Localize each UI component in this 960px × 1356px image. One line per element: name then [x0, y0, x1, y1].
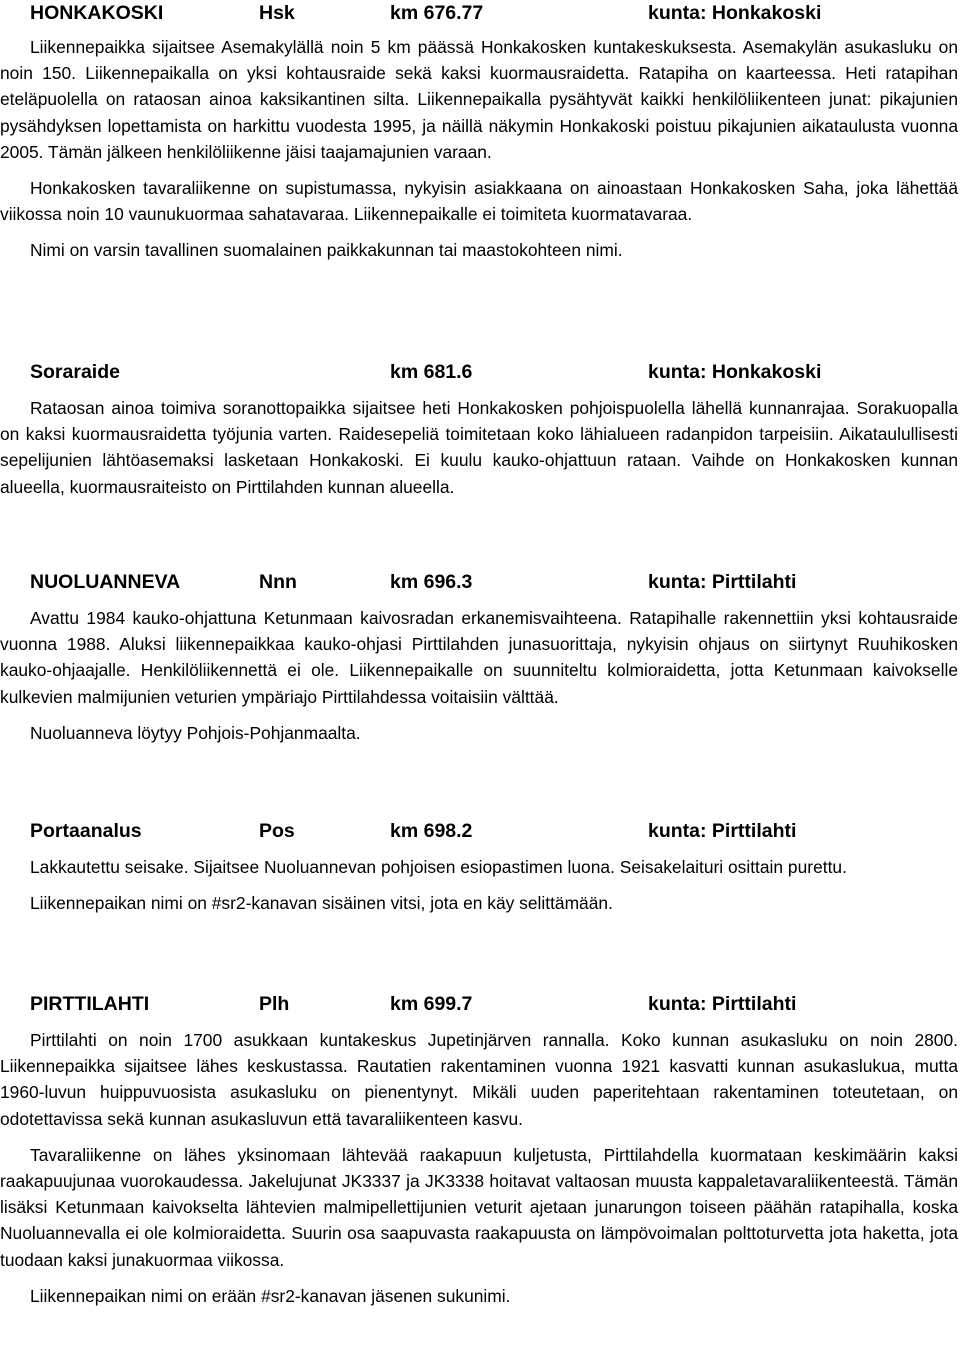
- station-name: Soraraide: [30, 361, 120, 383]
- station-km: km 676.77: [390, 2, 484, 24]
- station-name: HONKAKOSKI: [30, 2, 164, 24]
- entry-header: [30, 991, 958, 1017]
- paragraph: Lakkautettu seisake. Sijaitsee Nuoluannevan pohjoisen esiopastimen luona. Seisakelaituri osittain purettu.: [30, 857, 847, 877]
- station-municipality: kunta: Honkakoski: [648, 361, 822, 383]
- station-municipality: kunta: Honkakoski: [648, 2, 822, 24]
- paragraph: Pirttilahti on noin 1700 asukkaan kuntakeskus Jupetinjärven rannalla. Koko kunnan asukasluku on noin 2800. Liikennepaikka sijaitsee lähes keskustassa. Rautatien rakentaminen vuonna 1921 kasvatti kunnan asukaslukua, mutta 1960-luvun huippuvuosista asukasluku on pienentynyt. Mikäli uuden paperitehtaan rakentaminen toteutetaan, on odotettavissa sekä kunnan asukasluvun että tavaraliikenteen kasvu.: [0, 1030, 958, 1129]
- paragraph: Avattu 1984 kauko-ohjattuna Ketunmaan kaivosradan erkanemisvaihteena. Ratapihalle rakennettiin yksi kohtausraide vuonna 1988. Aluksi liikennepaikkaa kauko-ohjasi Pirttilahden junasuorittaja, nykyisin ohjaus on siirtynyt Ruuhikosken kauko-ohjaajalle. Henkilöliikennettä ei ole. Liikennepaikalle on suunniteltu kolmioraidetta, jotta Ketunmaan kaivokselle kulkevien malmijunien veturien ympäriajo Pirttilahdessa voitaisiin välttää.: [0, 608, 958, 707]
- paragraph: Liikennepaikan nimi on erään #sr2-kanavan jäsenen sukunimi.: [30, 1285, 511, 1306]
- entry-portaanalus: [30, 818, 958, 916]
- paragraph: Honkakosken tavaraliikenne on supistumassa, nykyisin asiakkaana on ainoastaan Honkakosken Saha, joka lähettää viikossa noin 10 vaunukuormaa sahatavaraa. Liikennepaikalle ei toimiteta kuormatavaraa.: [0, 178, 958, 225]
- station-abbreviation: Nnn: [259, 571, 297, 593]
- paragraph: Liikennepaikka sijaitsee Asemakylällä noin 5 km päässä Honkakosken kuntakeskuksesta. Asemakylän asukasluku on noin 150. Liikennepaikalla on yksi kohtausraide sekä kaksi kuormausraidetta. Ratapiha on kaarteessa. Heti ratapihan eteläpuolella on rataosan ainoa kaksikantinen silta. Liikennepaikalla pysähtyvät kaikki henkilöliikenteen junat: pikajunien pysähdyksen lopettamista on harkittu vuodesta 1995, ja näillä näkymin Honkakoski poistuu pikajunien aikataulusta vuonna 2005. Tämän jälkeen henkilöliikenne jäisi taajamajunien varaan.: [0, 37, 958, 162]
- entry-header: [30, 0, 958, 26]
- station-municipality: kunta: Pirttilahti: [648, 820, 797, 842]
- station-km: km 696.3: [390, 571, 473, 593]
- station-name: NUOLUANNEVA: [30, 571, 181, 593]
- entry-soraraide: [0, 359, 958, 500]
- station-name: Portaanalus: [30, 820, 142, 842]
- station-abbreviation: Hsk: [259, 2, 295, 24]
- paragraph: Nuoluanneva löytyy Pohjois-Pohjanmaalta.: [30, 722, 361, 743]
- station-municipality: kunta: Pirttilahti: [648, 571, 797, 593]
- entry-header: [30, 818, 958, 844]
- station-km: km 681.6: [390, 361, 473, 383]
- entry-header: [30, 569, 958, 595]
- station-name: PIRTTILAHTI: [30, 993, 150, 1015]
- station-municipality: kunta: Pirttilahti: [648, 993, 797, 1015]
- entry-honkakoski: [0, 0, 958, 264]
- paragraph: Nimi on varsin tavallinen suomalainen paikkakunnan tai maastokohteen nimi.: [30, 240, 623, 261]
- station-abbreviation: Plh: [259, 993, 290, 1015]
- station-km: km 699.7: [390, 993, 473, 1015]
- entry-pirttilahti: [0, 991, 958, 1309]
- entry-header: [30, 359, 958, 385]
- entry-nuoluanneva: [0, 569, 958, 746]
- paragraph: Liikennepaikan nimi on #sr2-kanavan sisäinen vitsi, jota en käy selittämään.: [30, 893, 613, 914]
- station-km: km 698.2: [390, 820, 473, 842]
- station-abbreviation: Pos: [259, 820, 295, 842]
- paragraph: Tavaraliikenne on lähes yksinomaan lähtevää raakapuun kuljetusta, Pirttilahdella kuormataan keskimäärin kaksi raakapuujunaa vuorokaudessa. Jakelujunat JK3337 ja JK3338 hoitavat valtaosan muusta kappaletavaraliikenteestä. Tämän lisäksi Ketunmaan kaivokselta lähtevien malmipellettijunien veturit ajetaan junarungon toiseen päähän ratapihalla, koska Nuoluannevalla ei ole kolmioraidetta. Suurin osa saapuvasta raakapuusta on lämpövoimalan polttoturvetta jota haketta, jota tuodaan kaksi junakuormaa viikossa.: [0, 1144, 958, 1270]
- paragraph: Rataosan ainoa toimiva soranottopaikka sijaitsee heti Honkakosken pohjoispuolella lähellä kunnanrajaa. Sorakuopalla on kaksi kuormausraidetta työjunia varten. Raidesepeliä toimitetaan koko lähialueen radanpidon tarpeisiin. Aikataulullisesti sepelijunien lähtöasemaksi lasketaan Honkakoski. Ei kuulu kauko-ohjattuun rataan. Vaihde on Honkakosken kunnan alueella, kuormausraiteisto on Pirttilahden kunnan alueella.: [0, 398, 958, 497]
